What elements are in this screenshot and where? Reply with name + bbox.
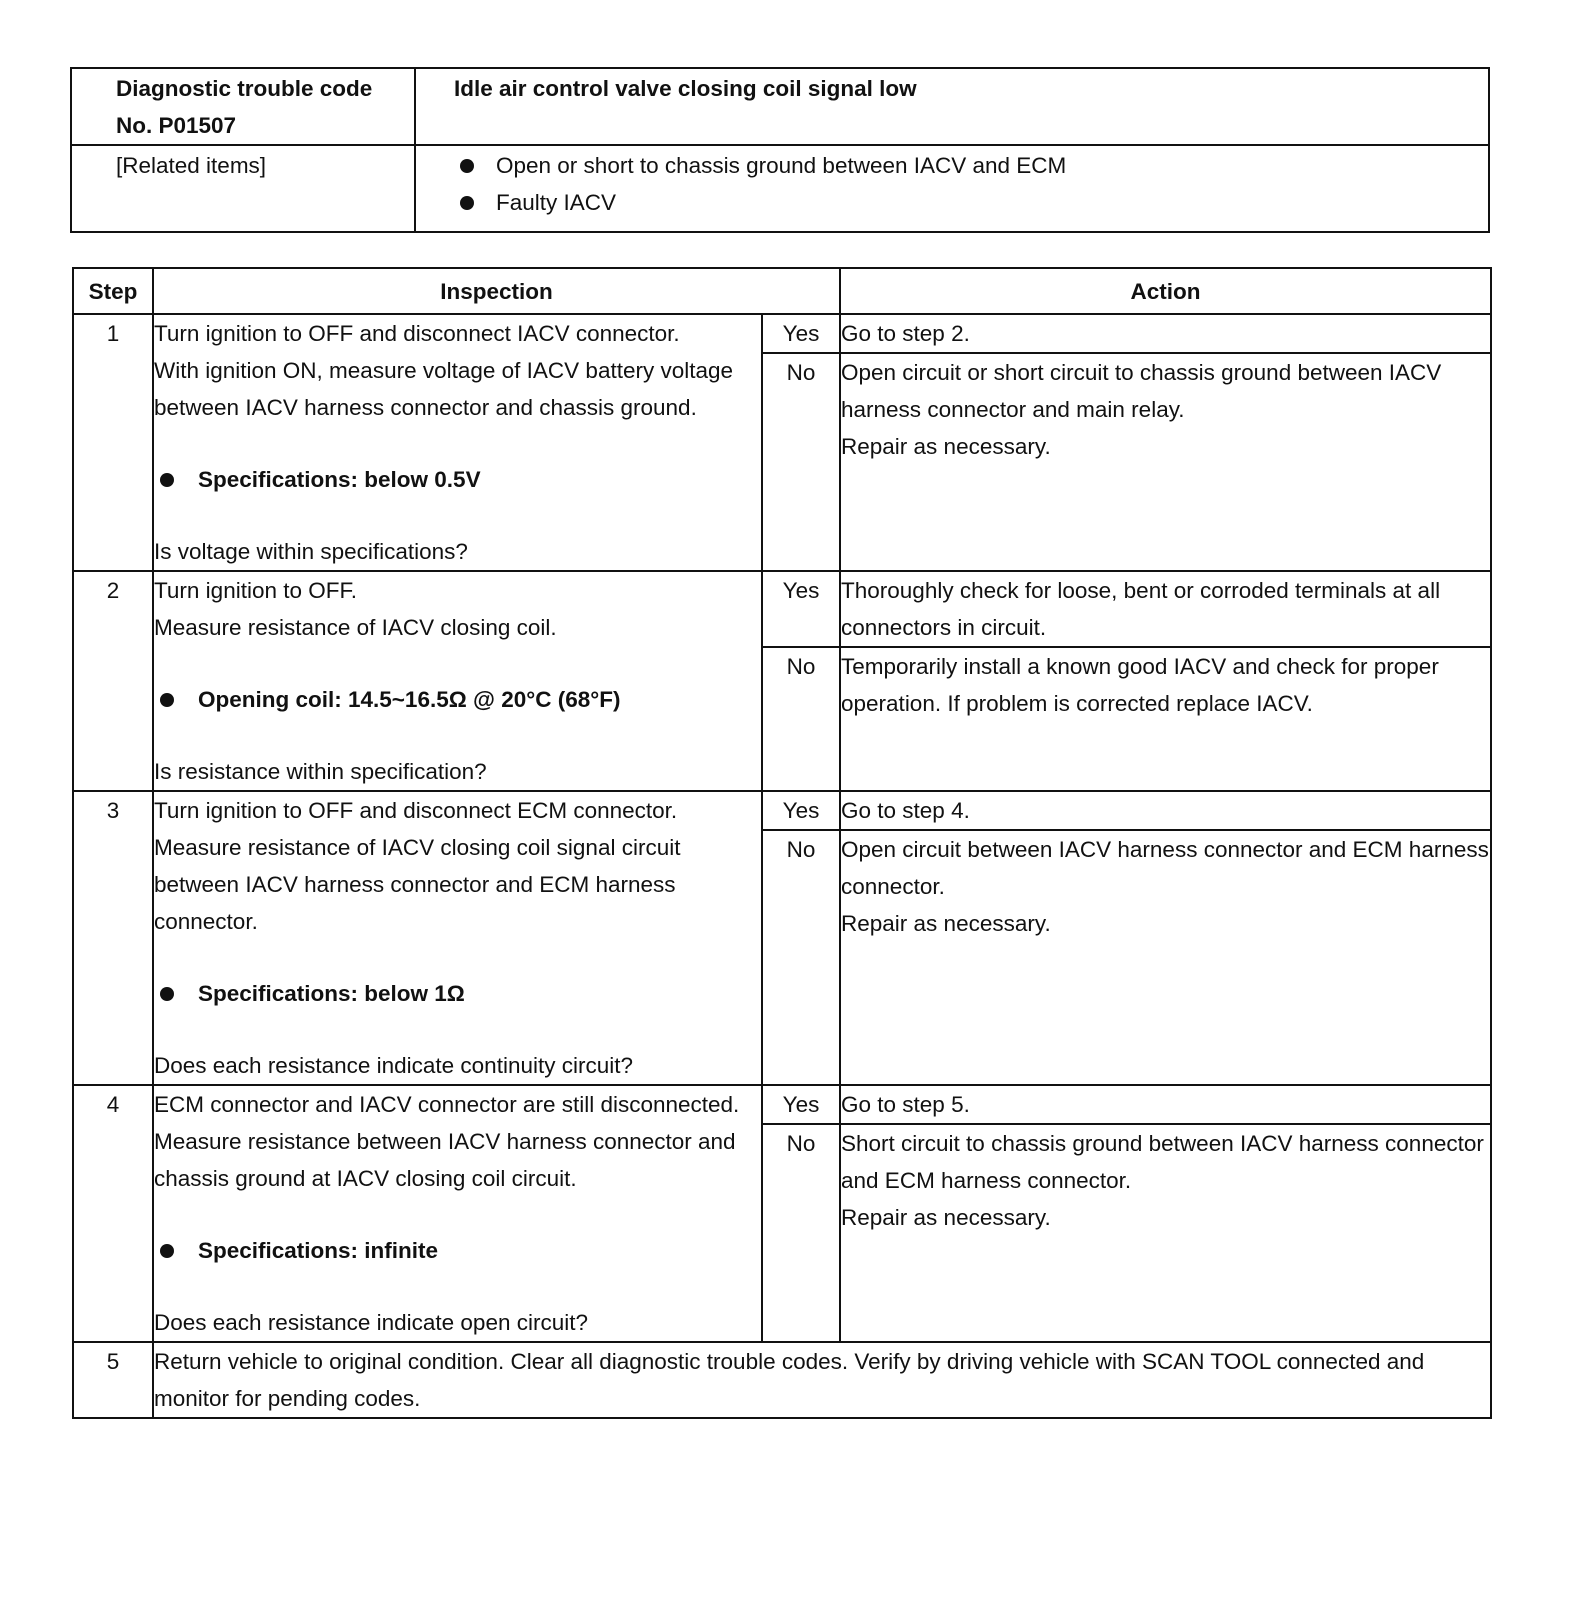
inspection-text: Measure resistance of IACV closing coil. bbox=[154, 615, 557, 640]
yes-action: Go to step 2. bbox=[840, 314, 1491, 353]
no-label: No bbox=[762, 1124, 840, 1342]
action-text: Repair as necessary. bbox=[841, 1205, 1051, 1230]
dtc-row bbox=[71, 68, 1489, 145]
yes-action: Go to step 5. bbox=[840, 1085, 1491, 1124]
table-header-row bbox=[73, 268, 1491, 314]
specification-text: Specifications: infinite bbox=[198, 1238, 439, 1263]
table-row bbox=[73, 571, 1491, 647]
dtc-label: Diagnostic trouble code No. P01507 bbox=[71, 68, 415, 145]
yes-action: Thoroughly check for loose, bent or corroded terminals at all connectors in circuit. bbox=[840, 571, 1491, 647]
action-text: Repair as necessary. bbox=[841, 911, 1051, 936]
inspection-question: Does each resistance indicate open circuit? bbox=[154, 1310, 588, 1335]
yes-label: Yes bbox=[762, 791, 840, 830]
yes-action: Go to step 4. bbox=[840, 791, 1491, 830]
step-number: 4 bbox=[73, 1085, 153, 1342]
bullet-icon bbox=[160, 1244, 174, 1258]
yes-label: Yes bbox=[762, 1085, 840, 1124]
step-number: 1 bbox=[73, 314, 153, 571]
action-text: Open circuit or short circuit to chassis ground between IACV harness connector and main relay. bbox=[841, 360, 1442, 422]
specification bbox=[160, 681, 761, 718]
related-item bbox=[454, 184, 1488, 221]
no-label: No bbox=[762, 830, 840, 1085]
yes-label: Yes bbox=[762, 571, 840, 647]
no-label: No bbox=[762, 647, 840, 791]
action-text: Open circuit between IACV harness connector and ECM harness connector. bbox=[841, 837, 1489, 899]
specification bbox=[160, 1232, 761, 1269]
inspection-text: Turn ignition to OFF. bbox=[154, 578, 357, 603]
related-item-text: Faulty IACV bbox=[496, 190, 617, 215]
specification-text: Specifications: below 0.5V bbox=[198, 467, 481, 492]
step-number: 5 bbox=[73, 1342, 153, 1418]
bullet-icon bbox=[160, 473, 174, 487]
specification-text: Specifications: below 1Ω bbox=[198, 981, 465, 1006]
no-action bbox=[840, 353, 1491, 571]
specification-text: Opening coil: 14.5~16.5Ω @ 20°C (68°F) bbox=[198, 687, 621, 712]
no-label: No bbox=[762, 353, 840, 571]
inspection-text: Turn ignition to OFF and disconnect ECM connector. bbox=[154, 798, 678, 823]
specification bbox=[160, 461, 761, 498]
dtc-title: Idle air control valve closing coil signal low bbox=[415, 68, 1489, 145]
bullet-icon bbox=[460, 159, 474, 173]
diagnostic-steps-table bbox=[72, 267, 1492, 1419]
related-item bbox=[454, 147, 1488, 184]
bullet-icon bbox=[160, 987, 174, 1001]
step-number: 3 bbox=[73, 791, 153, 1085]
inspection-question: Is voltage within specifications? bbox=[154, 539, 468, 564]
inspection-cell bbox=[153, 571, 762, 791]
dtc-header-table bbox=[70, 67, 1490, 233]
yes-label: Yes bbox=[762, 314, 840, 353]
column-header-step: Step bbox=[73, 268, 153, 314]
table-row bbox=[73, 314, 1491, 353]
no-action: Temporarily install a known good IACV and check for proper operation. If problem is corrected replace IACV. bbox=[840, 647, 1491, 791]
inspection-text: Measure resistance of IACV closing coil signal circuit between IACV harness connector and ECM harness connector. bbox=[154, 835, 681, 934]
related-item-text: Open or short to chassis ground between IACV and ECM bbox=[496, 153, 1067, 178]
bullet-icon bbox=[160, 693, 174, 707]
bullet-icon bbox=[460, 196, 474, 210]
related-items-row bbox=[71, 145, 1489, 232]
inspection-text: ECM connector and IACV connector are still disconnected. bbox=[154, 1092, 740, 1117]
inspection-text: Measure resistance between IACV harness connector and chassis ground at IACV closing coil circuit. bbox=[154, 1129, 736, 1191]
table-row bbox=[73, 1342, 1491, 1418]
no-action bbox=[840, 1124, 1491, 1342]
inspection-cell bbox=[153, 791, 762, 1085]
action-text: Short circuit to chassis ground between IACV harness connector and ECM harness connector. bbox=[841, 1131, 1484, 1193]
table-row bbox=[73, 791, 1491, 830]
inspection-cell bbox=[153, 314, 762, 571]
final-step-text: Return vehicle to original condition. Clear all diagnostic trouble codes. Verify by driving vehicle with SCAN TOOL connected and monitor for pending codes. bbox=[153, 1342, 1491, 1418]
inspection-question: Does each resistance indicate continuity circuit? bbox=[154, 1053, 633, 1078]
inspection-cell bbox=[153, 1085, 762, 1342]
inspection-text: With ignition ON, measure voltage of IACV battery voltage between IACV harness connector and chassis ground. bbox=[154, 358, 734, 420]
related-items-label: [Related items] bbox=[71, 145, 415, 232]
related-items-list bbox=[415, 145, 1489, 232]
no-action bbox=[840, 830, 1491, 1085]
step-number: 2 bbox=[73, 571, 153, 791]
specification bbox=[160, 975, 761, 1012]
column-header-inspection: Inspection bbox=[153, 268, 840, 314]
column-header-action: Action bbox=[840, 268, 1491, 314]
action-text: Repair as necessary. bbox=[841, 434, 1051, 459]
table-row bbox=[73, 1085, 1491, 1124]
inspection-question: Is resistance within specification? bbox=[154, 759, 487, 784]
inspection-text: Turn ignition to OFF and disconnect IACV connector. bbox=[154, 321, 680, 346]
